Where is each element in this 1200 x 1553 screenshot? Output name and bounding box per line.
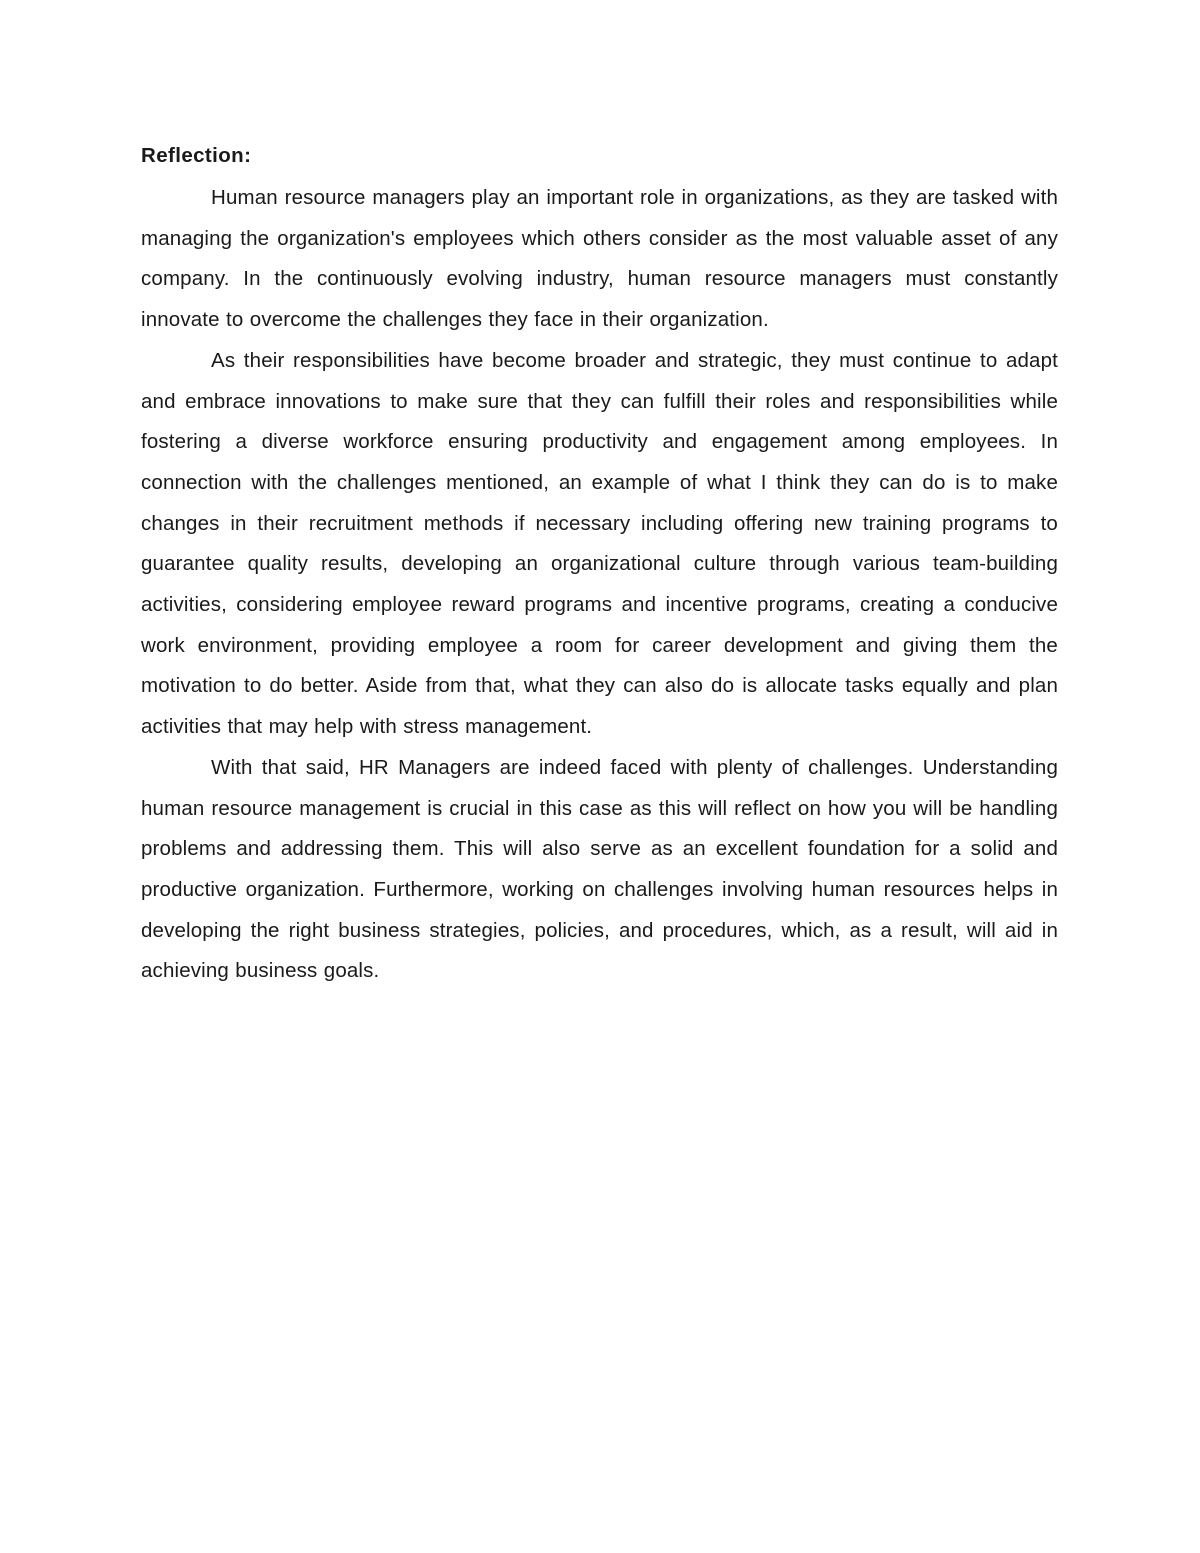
paragraph-3: With that said, HR Managers are indeed faced with plenty of challenges. Understanding human resource management is crucial in this case as this will reflect on how you will be handling problems and addressing them. This will also serve as an excellent foundation for a solid and productive organization. Furthermore, working on challenges involving human resources helps in developing the right business strategies, policies, and procedures, which, as a result, will aid in achieving business goals. <box>141 755 1058 983</box>
paragraph-2: As their responsibilities have become broader and strategic, they must continue to adapt and embrace innovations to make sure that they can fulfill their roles and responsibilities while fostering a diverse workforce ensuring productivity and engagement among employees. In connection with the challenges mentioned, an example of what I think they can do is to make changes in their recruitment methods if necessary including offering new training programs to guarantee quality results, developing an organizational culture through various team-building activities, considering employee reward programs and incentive programs, creating a conducive work environment, providing employee a room for career development and giving them the motivation to do better. Aside from that, what they can also do is allocate tasks equally and plan activities that may help with stress management. <box>141 348 1058 739</box>
paragraph-1: Human resource managers play an important role in organizations, as they are tasked with managing the organization's employees which others consider as the most valuable asset of any company. In the continuously evolving industry, human resource managers must constantly innovate to overcome the challenges they face in their organization. <box>141 186 1058 332</box>
reflection-heading: Reflection: <box>141 144 252 167</box>
